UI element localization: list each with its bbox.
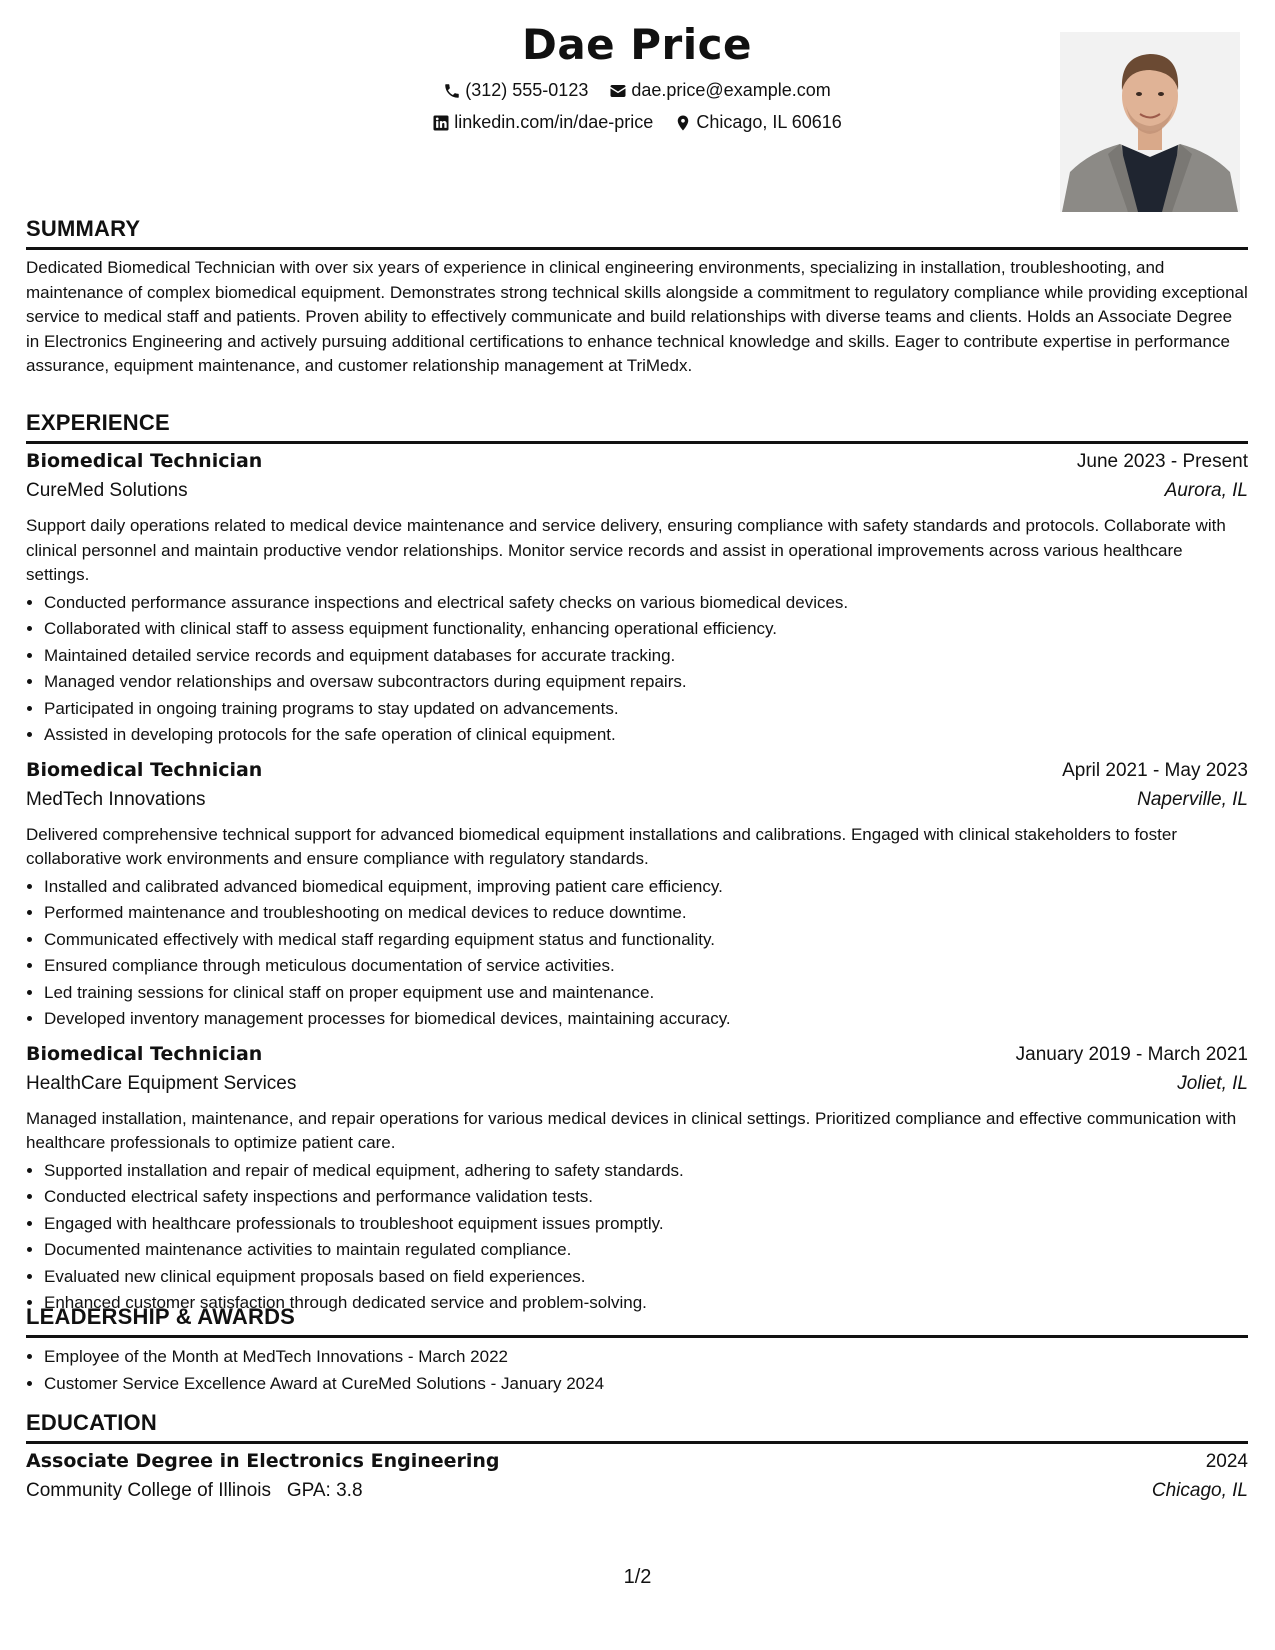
list-item: • Led training sessions for clinical staff on proper equipment use and maintenance. xyxy=(44,980,1248,1007)
degree-title: Associate Degree in Electronics Engineering xyxy=(26,1450,500,1472)
school-info xyxy=(26,1480,363,1502)
list-item: • Managed vendor relationships and oversaw subcontractors during equipment repairs. xyxy=(44,669,1248,696)
job-bullets xyxy=(26,590,1248,749)
job-entry-3 xyxy=(26,1043,1248,1317)
resume-page xyxy=(26,0,1248,1650)
list-item: • Participated in ongoing training programs to stay updated on advancements. xyxy=(44,696,1248,723)
summary-section xyxy=(26,216,1248,379)
school-location: Chicago, IL xyxy=(1151,1480,1248,1501)
summary-heading: SUMMARY xyxy=(26,216,1248,250)
job-bullets xyxy=(26,1158,1248,1317)
list-item: • Evaluated new clinical equipment proposals based on field experiences. xyxy=(44,1264,1248,1291)
awards-section xyxy=(26,1304,1248,1397)
education-heading: EDUCATION xyxy=(26,1410,1248,1444)
awards-heading: LEADERSHIP & AWARDS xyxy=(26,1304,1248,1338)
candidate-name: Dae Price xyxy=(521,20,753,69)
portrait-illustration xyxy=(1060,32,1240,212)
job-dates: January 2019 - March 2021 xyxy=(1015,1043,1248,1065)
job-location: Naperville, IL xyxy=(1137,788,1248,810)
job-company-row xyxy=(26,480,1248,512)
email-contact[interactable] xyxy=(609,80,830,101)
list-item: • Maintained detailed service records and equipment databases for accurate tracking. xyxy=(44,643,1248,670)
phone-text: (312) 555-0123 xyxy=(465,80,589,100)
job-title-row xyxy=(26,450,1248,480)
job-title: Biomedical Technician xyxy=(26,450,263,472)
page-number: 1/2 xyxy=(623,1566,652,1588)
job-description: Managed installation, maintenance, and repair operations for various medical devices in clinical settings. Prioritized compliance and effective communication with healthcare professionals to optimize patient care. xyxy=(26,1108,1237,1152)
list-item: • Enhanced customer satisfaction through dedicated service and problem-solving. xyxy=(44,1290,1248,1317)
list-item: • Performed maintenance and troubleshooting on medical devices to reduce downtime. xyxy=(44,900,1248,927)
education-school-row xyxy=(26,1480,1248,1512)
location-contact xyxy=(674,112,841,133)
list-item: • Documented maintenance activities to maintain regulated compliance. xyxy=(44,1237,1248,1264)
graduation-year: 2024 xyxy=(1205,1451,1248,1472)
list-item: • Supported installation and repair of medical equipment, adhering to safety standards. xyxy=(44,1158,1248,1185)
list-item: • Employee of the Month at MedTech Innovations - March 2022 xyxy=(44,1344,1248,1371)
phone-icon xyxy=(443,82,461,100)
job-description: Delivered comprehensive technical support for advanced biomedical equipment installations and calibrations. Engaged with clinical stakeholders to foster collaborative work environments and ensure compliance with regulatory standards. xyxy=(26,824,1177,868)
email-text[interactable]: dae.price@example.com xyxy=(631,80,831,100)
job-location: Aurora, IL xyxy=(1164,480,1248,501)
awards-list xyxy=(26,1344,1248,1397)
linkedin-text[interactable]: linkedin.com/in/dae-price xyxy=(454,112,654,132)
job-bullets xyxy=(26,874,1248,1033)
summary-text: Dedicated Biomedical Technician with over six years of experience in clinical engineering environments, specializing in installation, troubleshooting, and maintenance of complex biomedical equipment. Demonstrates strong technical skills alongside a commitment to regulatory compliance while providing exceptional service to medical staff and patients. Proven ability to effectively communicate and build relationships with diverse teams and clients. Holds an Associate Degree in Electronics Engineering and actively pursuing additional certifications to enhance technical knowledge and skills. Eager to contribute expertise in performance assurance, equipment maintenance, and customer relationship management at TriMedx. xyxy=(26,258,1248,375)
job-company-row xyxy=(26,789,1248,821)
list-item: • Customer Service Excellence Award at CureMed Solutions - January 2024 xyxy=(44,1371,1248,1398)
profile-photo xyxy=(1060,32,1240,212)
job-title: Biomedical Technician xyxy=(26,758,263,781)
school-name: Community College of Illinois xyxy=(26,1480,271,1501)
resume-header xyxy=(26,0,1248,220)
list-item: • Installed and calibrated advanced biomedical equipment, improving patient care efficiency. xyxy=(44,874,1248,901)
job-dates: June 2023 - Present xyxy=(1076,451,1248,472)
job-title: Biomedical Technician xyxy=(26,1042,263,1065)
job-dates: April 2021 - May 2023 xyxy=(1062,759,1248,781)
gpa: GPA: 3.8 xyxy=(286,1480,363,1501)
job-entry-1 xyxy=(26,450,1248,749)
list-item: • Assisted in developing protocols for the safe operation of clinical equipment. xyxy=(44,722,1248,749)
list-item: • Developed inventory management processes for biomedical devices, maintaining accuracy. xyxy=(44,1006,1248,1033)
job-title-row xyxy=(26,759,1248,789)
job-company: HealthCare Equipment Services xyxy=(26,1072,297,1094)
phone-contact xyxy=(443,80,588,101)
education-section xyxy=(26,1410,1248,1512)
job-company: CureMed Solutions xyxy=(26,480,188,501)
linkedin-icon xyxy=(432,114,450,132)
list-item: • Conducted performance assurance inspections and electrical safety checks on various biomedical devices. xyxy=(44,590,1248,617)
list-item: • Conducted electrical safety inspections and performance validation tests. xyxy=(44,1184,1248,1211)
list-item: • Ensured compliance through meticulous documentation of service activities. xyxy=(44,953,1248,980)
job-title-row xyxy=(26,1043,1248,1073)
map-pin-icon xyxy=(674,114,692,132)
envelope-icon xyxy=(609,82,627,100)
education-degree-row xyxy=(26,1450,1248,1480)
location-text: Chicago, IL 60616 xyxy=(696,112,842,132)
job-description: Support daily operations related to medical device maintenance and service delivery, ensuring compliance with safety standards and protocols. Collaborate with clinical personnel and maintain productive vendor relationships. Monitor service records and assist in operational improvements across various healthcare settings. xyxy=(26,516,1226,584)
list-item: • Collaborated with clinical staff to assess equipment functionality, enhancing operational efficiency. xyxy=(44,616,1248,643)
experience-section xyxy=(26,410,1248,1317)
list-item: • Communicated effectively with medical staff regarding equipment status and functionality. xyxy=(44,927,1248,954)
experience-heading: EXPERIENCE xyxy=(26,410,1248,444)
job-entry-2 xyxy=(26,759,1248,1033)
linkedin-contact[interactable] xyxy=(432,112,653,133)
list-item: • Engaged with healthcare professionals to troubleshoot equipment issues promptly. xyxy=(44,1211,1248,1238)
job-company: MedTech Innovations xyxy=(26,788,206,810)
job-location: Joliet, IL xyxy=(1177,1072,1248,1094)
job-company-row xyxy=(26,1073,1248,1105)
